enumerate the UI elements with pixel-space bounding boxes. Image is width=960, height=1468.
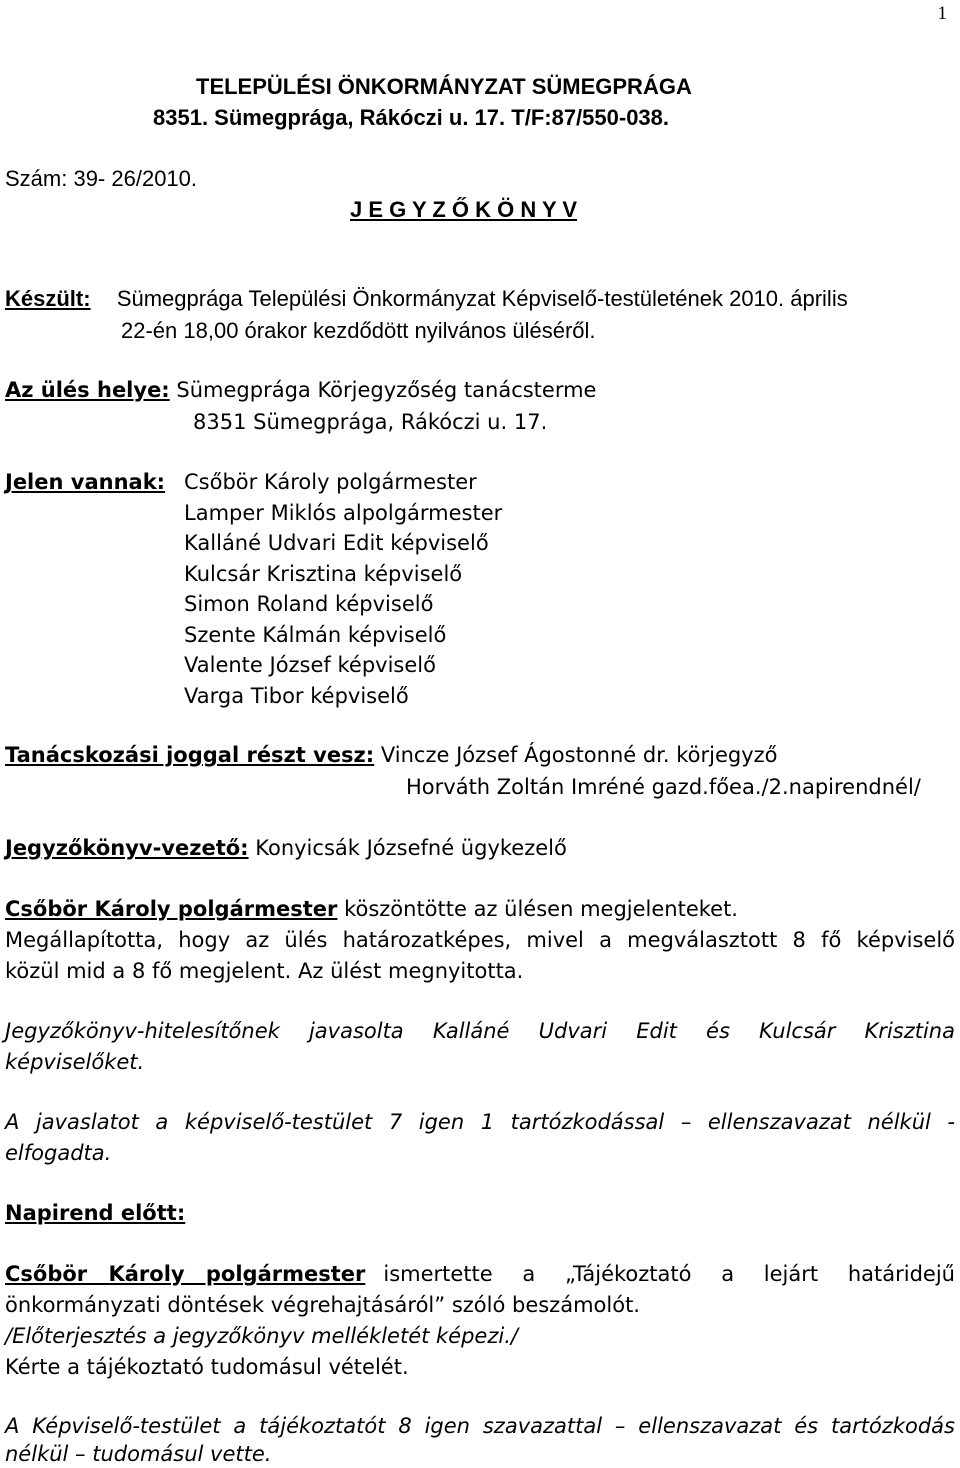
organization-name: TELEPÜLÉSI ÖNKORMÁNYZAT SÜMEGPRÁGA (196, 74, 692, 99)
made-text-1: Sümegprága Települési Önkormányzat Képviselő-testületének 2010. április (116, 286, 848, 311)
vote1-text-1: A javaslatot a képviselő-testület 7 igen 1 tartózkodással – ellenszavazat nélkül - (5, 1110, 955, 1134)
venue-label: Az ülés helye: (5, 378, 170, 402)
report-text-3: /Előterjesztés a jegyzőkönyv mellékletét képezi./ (5, 1324, 518, 1348)
made-label: Készült: (5, 286, 91, 311)
document-title: J E G Y Z Ő K Ö N Y V (350, 197, 578, 222)
present-member: Kalláné Udvari Edit képviselő (184, 531, 489, 555)
pre-agenda-heading: Napirend előtt: (5, 1201, 186, 1225)
made-line-1 (5, 286, 848, 312)
advisory-text-2: Horváth Zoltán Imréné gazd.főea./2.napirendnél/ (406, 775, 921, 799)
present-member: Csőbör Károly polgármester (184, 470, 477, 494)
advisory-line-1 (5, 743, 778, 767)
recorder-label: Jegyzőkönyv-vezető: (5, 836, 249, 860)
report-text-2: önkormányzati döntések végrehajtásáról” szóló beszámolót. (5, 1293, 640, 1317)
opening-text-3: közül mid a 8 fő megjelent. Az ülést megnyitotta. (5, 959, 524, 983)
authenticators-text-2: képviselőket. (5, 1050, 145, 1074)
reference-number: Szám: 39- 26/2010. (5, 166, 198, 191)
present-member: Kulcsár Krisztina képviselő (184, 561, 463, 586)
vote2-text-1: A Képviselő-testület a tájékoztatót 8 igen szavazattal – ellenszavazat és tartózkodás (5, 1414, 955, 1438)
venue-text-1: Sümegprága Körjegyzőség tanácsterme (176, 378, 597, 402)
opening-text-2: Megállapította, hogy az ülés határozatképes, mivel a megválasztott 8 fő képviselő (5, 928, 955, 952)
vote2-text-2: nélkül – tudomásul vette. (5, 1442, 272, 1466)
present-list (184, 470, 502, 714)
venue-line-1 (5, 378, 596, 402)
report-text-1: ismertette a „Tájékoztató a lejárt határidejű (383, 1262, 955, 1286)
report-line-1 (5, 1262, 955, 1286)
present-member: Valente József képviselő (184, 653, 436, 677)
advisory-label: Tanácskozási joggal részt vesz: (5, 743, 375, 767)
recorder-value: Konyicsák Józsefné ügykezelő (255, 836, 567, 860)
authenticators-text-1: Jegyzőkönyv-hitelesítőnek javasolta Kalláné Udvari Edit és Kulcsár Krisztina (5, 1019, 955, 1043)
made-text-2: 22-én 18,00 órakor kezdődött nyilvános üléséről. (121, 318, 596, 343)
present-member: Szente Kálmán képviselő (184, 622, 447, 647)
present-member: Varga Tibor képviselő (184, 683, 409, 708)
advisory-text-1: Vincze József Ágostonné dr. körjegyző (380, 743, 778, 767)
venue-text-2: 8351 Sümegprága, Rákóczi u. 17. (193, 410, 548, 434)
recorder-line (5, 836, 567, 860)
vote1-text-2: elfogadta. (5, 1141, 112, 1165)
organization-address: 8351. Sümegprága, Rákóczi u. 17. T/F:87/550-038. (153, 105, 670, 130)
opening-name: Csőbör Károly polgármester (5, 897, 338, 921)
opening-line-1 (5, 897, 738, 921)
present-label: Jelen vannak: (5, 470, 166, 494)
page-number: 1 (937, 3, 947, 24)
present-member: Lamper Miklós alpolgármester (184, 500, 503, 525)
present-member: Simon Roland képviselő (184, 592, 434, 616)
opening-text-1: köszöntötte az ülésen megjelenteket. (344, 897, 738, 921)
report-name: Csőbör Károly polgármester (5, 1262, 366, 1286)
report-text-4: Kérte a tájékoztató tudomásul vételét. (5, 1355, 409, 1379)
